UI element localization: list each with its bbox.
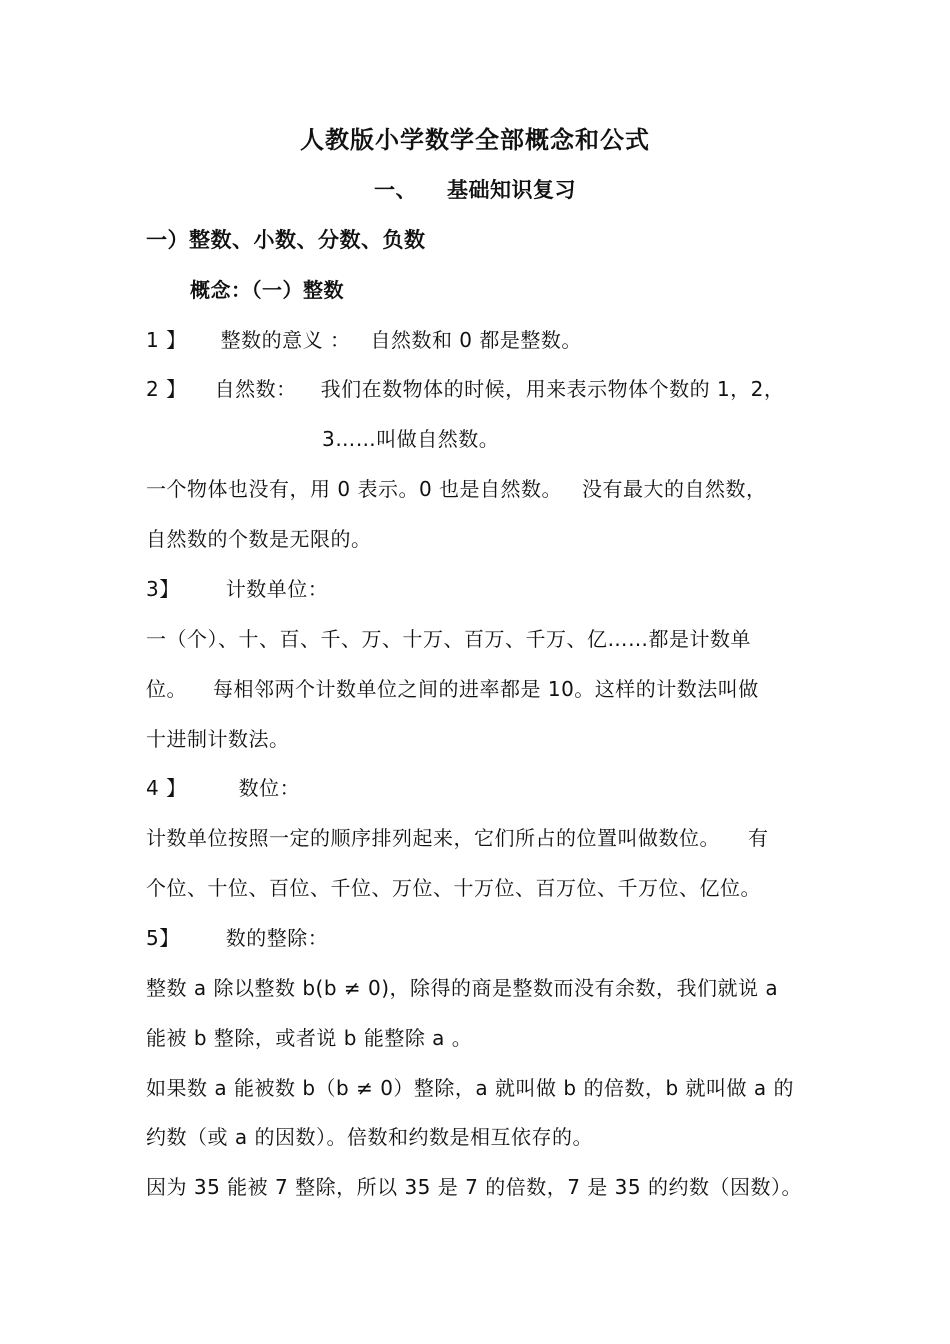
- paragraph-text: 计数单位按照一定的顺序排列起来，它们所占的位置叫做数位。: [146, 826, 720, 850]
- item-text: 自然数和 0 都是整数。: [370, 328, 582, 352]
- paragraph-place-1: [146, 824, 769, 852]
- item-number: 5】: [146, 926, 180, 950]
- item-label: 计数单位：: [225, 577, 329, 601]
- item-5: [146, 924, 328, 952]
- section-title: 基础知识复习: [447, 178, 576, 202]
- section-number: 一、: [374, 178, 417, 202]
- item-number: 2 】: [146, 377, 187, 401]
- paragraph-unit-1: 一（个）、十、百、千、万、十万、百万、千万、亿……都是计数单: [146, 627, 751, 651]
- item-text: 我们在数物体的时候，用来表示物体个数的 1，2，: [320, 377, 785, 401]
- item-number: 3】: [146, 577, 180, 601]
- item-number: 4 】: [146, 776, 187, 800]
- paragraph-div-5: 因为 35 能被 7 整除，所以 35 是 7 的倍数，7 是 35 的约数（因数）。: [146, 1175, 802, 1199]
- paragraph-text: 位。: [146, 677, 187, 701]
- concept-heading: 概念：（一）整数: [190, 278, 344, 302]
- item-2: [146, 375, 784, 403]
- paragraph-unit-3: 十进制计数法。: [146, 727, 290, 751]
- document-title: 人教版小学数学全部概念和公式: [300, 126, 650, 154]
- paragraph-text: 有: [748, 826, 769, 850]
- chapter-heading: 一）整数、小数、分数、负数: [146, 228, 426, 252]
- paragraph-div-4: 约数（或 a 的因数）。倍数和约数是相互依存的。: [146, 1125, 593, 1149]
- paragraph-div-1: 整数 a 除以整数 b(b ≠ 0)，除得的商是整数而没有余数，我们就说 a: [146, 976, 779, 1000]
- item-label: 数的整除：: [225, 926, 329, 950]
- paragraph-unit-2: [146, 675, 759, 703]
- item-number: 1 】: [146, 328, 187, 352]
- paragraph-div-3: 如果数 a 能被数 b（b ≠ 0）整除，a 就叫做 b 的倍数，b 就叫做 a 的: [146, 1076, 794, 1100]
- item-label: 整数的意义 ：: [220, 328, 351, 352]
- item-1: [146, 326, 582, 354]
- paragraph-natural-1: [146, 475, 767, 503]
- paragraph-text: 每相邻两个计数单位之间的进率都是 10。这样的计数法叫做: [213, 677, 759, 701]
- paragraph-place-2: 个位、十位、百位、千位、万位、十万位、百万位、千万位、亿位。: [146, 876, 761, 900]
- item-3: [146, 575, 328, 603]
- section-heading: [0, 176, 950, 204]
- paragraph-text: 没有最大的自然数，: [582, 477, 767, 501]
- item-4: [146, 774, 300, 802]
- item-label: 数位：: [238, 776, 301, 800]
- paragraph-text: 一个物体也没有，用 0 表示。0 也是自然数。: [146, 477, 563, 501]
- paragraph-div-2: 能被 b 整除，或者说 b 能整除 a 。: [146, 1026, 473, 1050]
- item-label: 自然数：: [214, 377, 297, 401]
- item-2-continuation: 3……叫做自然数。: [322, 427, 500, 451]
- paragraph-natural-2: 自然数的个数是无限的。: [146, 527, 372, 551]
